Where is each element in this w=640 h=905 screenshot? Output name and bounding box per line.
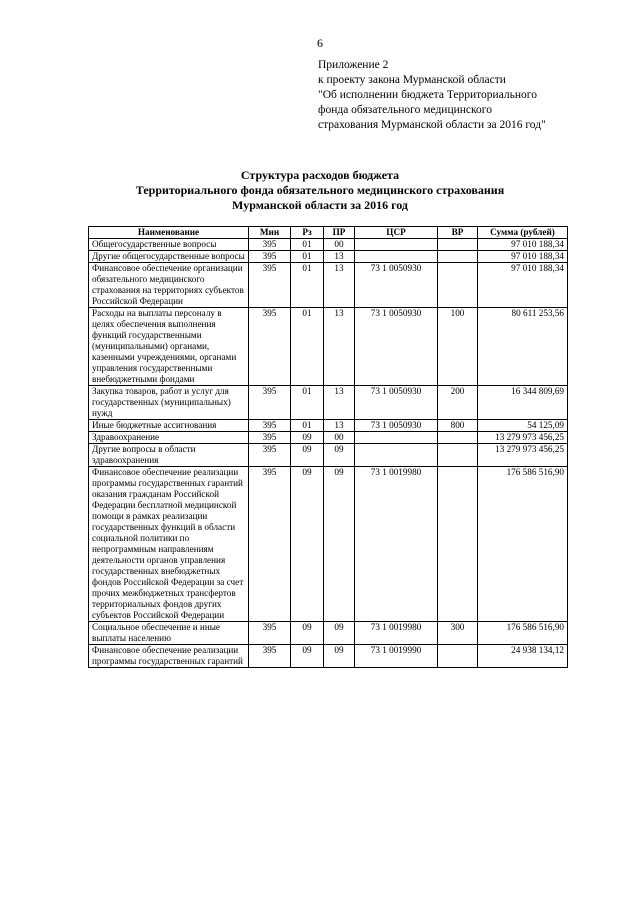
table-row — [89, 420, 568, 432]
cell-csr — [355, 444, 438, 467]
cell-rz: 09 — [291, 444, 324, 467]
cell-min: 395 — [249, 308, 291, 386]
cell-name: Закупка товаров, работ и услуг для государственных (муниципальных) нужд — [89, 386, 249, 420]
cell-rz: 01 — [291, 308, 324, 386]
cell-vr — [438, 444, 478, 467]
title-line: Структура расходов бюджета — [240, 168, 400, 182]
cell-name: Здравоохранение — [89, 432, 249, 444]
cell-vr — [438, 239, 478, 251]
cell-rz: 09 — [291, 622, 324, 645]
cell-min: 395 — [249, 645, 291, 668]
cell-vr: 300 — [438, 622, 478, 645]
cell-sum: 54 125,09 — [478, 420, 568, 432]
cell-csr: 73 1 0019980 — [355, 467, 438, 622]
cell-min: 395 — [249, 239, 291, 251]
cell-pr: 09 — [324, 467, 355, 622]
table-row — [89, 645, 568, 668]
table-row — [89, 444, 568, 467]
cell-min: 395 — [249, 251, 291, 263]
page-number: 6 — [317, 36, 323, 50]
cell-sum: 80 611 253,56 — [478, 308, 568, 386]
cell-min: 395 — [249, 420, 291, 432]
cell-sum: 97 010 188,34 — [478, 263, 568, 308]
cell-vr — [438, 263, 478, 308]
table-row — [89, 251, 568, 263]
cell-vr — [438, 467, 478, 622]
table-row — [89, 622, 568, 645]
cell-min: 395 — [249, 386, 291, 420]
cell-min: 395 — [249, 622, 291, 645]
cell-name: Финансовое обеспечение организации обязательного медицинского страхования на территориях субъектов Российской Федерации — [89, 263, 249, 308]
cell-pr: 13 — [324, 263, 355, 308]
table-header-row — [89, 227, 568, 239]
budget-table — [88, 226, 568, 668]
cell-csr: 73 1 0050930 — [355, 308, 438, 386]
cell-vr — [438, 432, 478, 444]
appendix-line: фонда обязательного медицинского — [318, 104, 492, 116]
cell-rz: 09 — [291, 645, 324, 668]
cell-min: 395 — [249, 444, 291, 467]
cell-pr: 13 — [324, 420, 355, 432]
appendix-line: страхования Мурманской области за 2016 год" — [318, 119, 546, 131]
table-row — [89, 263, 568, 308]
cell-pr: 09 — [324, 444, 355, 467]
col-header-sum: Сумма (рублей) — [478, 227, 568, 239]
cell-sum: 13 279 973 456,25 — [478, 444, 568, 467]
col-header-rz: Рз — [291, 227, 324, 239]
cell-sum: 176 586 516,90 — [478, 622, 568, 645]
cell-sum: 97 010 188,34 — [478, 239, 568, 251]
cell-min: 395 — [249, 432, 291, 444]
cell-csr: 73 1 0019980 — [355, 622, 438, 645]
cell-name: Финансовое обеспечение реализации программы государственных гарантий оказания гражданам Российской Федерации бесплатной медицинской помощи в рамках реализации государственных функций в области социальной политики по непрограммным направлениям деятельности органов управления государственных внебюджетных фондов Российской Федерации за счет прочих межбюджетных трансфертов территориальных фондов других субъектов Российской Федерации — [89, 467, 249, 622]
cell-csr: 73 1 0050930 — [355, 386, 438, 420]
cell-name: Финансовое обеспечение реализации программы государственных гарантий — [89, 645, 249, 668]
cell-pr: 09 — [324, 622, 355, 645]
document-title — [0, 168, 640, 213]
cell-name: Другие общегосударственные вопросы — [89, 251, 249, 263]
cell-pr: 13 — [324, 386, 355, 420]
cell-sum: 24 938 134,12 — [478, 645, 568, 668]
cell-name: Иные бюджетные ассигнования — [89, 420, 249, 432]
cell-rz: 01 — [291, 251, 324, 263]
appendix-line: к проекту закона Мурманской области — [318, 74, 506, 86]
appendix-line: Приложение 2 — [318, 59, 389, 71]
col-header-csr: ЦСР — [355, 227, 438, 239]
cell-csr — [355, 239, 438, 251]
table-row — [89, 386, 568, 420]
cell-vr: 200 — [438, 386, 478, 420]
table-row — [89, 308, 568, 386]
cell-rz: 01 — [291, 263, 324, 308]
appendix-line: "Об исполнении бюджета Территориального — [318, 89, 537, 101]
cell-min: 395 — [249, 263, 291, 308]
cell-rz: 01 — [291, 386, 324, 420]
cell-rz: 09 — [291, 432, 324, 444]
cell-name: Социальное обеспечение и иные выплаты населению — [89, 622, 249, 645]
cell-name: Другие вопросы в области здравоохранения — [89, 444, 249, 467]
title-line: Мурманской области за 2016 год — [232, 198, 408, 212]
cell-csr: 73 1 0019990 — [355, 645, 438, 668]
cell-pr: 09 — [324, 645, 355, 668]
col-header-vr: ВР — [438, 227, 478, 239]
cell-rz: 01 — [291, 239, 324, 251]
cell-vr — [438, 645, 478, 668]
title-line: Территориального фонда обязательного медицинского страхования — [135, 183, 505, 197]
cell-sum: 97 010 188,34 — [478, 251, 568, 263]
cell-pr: 00 — [324, 432, 355, 444]
table-row — [89, 239, 568, 251]
cell-sum: 16 344 809,69 — [478, 386, 568, 420]
cell-csr — [355, 251, 438, 263]
table-row — [89, 432, 568, 444]
cell-vr: 800 — [438, 420, 478, 432]
cell-rz: 09 — [291, 467, 324, 622]
col-header-name: Наименование — [89, 227, 249, 239]
cell-rz: 01 — [291, 420, 324, 432]
cell-csr: 73 1 0050930 — [355, 420, 438, 432]
cell-csr: 73 1 0050930 — [355, 263, 438, 308]
cell-name: Расходы на выплаты персоналу в целях обеспечения выполнения функций государственными (муниципальными) органами, казенными учреждениями, органами управления государственными внебюджетными фондами — [89, 308, 249, 386]
cell-pr: 00 — [324, 239, 355, 251]
table-row — [89, 467, 568, 622]
cell-csr — [355, 432, 438, 444]
cell-pr: 13 — [324, 251, 355, 263]
cell-vr — [438, 251, 478, 263]
cell-sum: 13 279 973 456,25 — [478, 432, 568, 444]
cell-sum: 176 586 516,90 — [478, 467, 568, 622]
cell-name: Общегосударственные вопросы — [89, 239, 249, 251]
cell-pr: 13 — [324, 308, 355, 386]
appendix-block — [318, 58, 618, 133]
cell-min: 395 — [249, 467, 291, 622]
cell-vr: 100 — [438, 308, 478, 386]
col-header-min: Мин — [249, 227, 291, 239]
col-header-pr: ПР — [324, 227, 355, 239]
